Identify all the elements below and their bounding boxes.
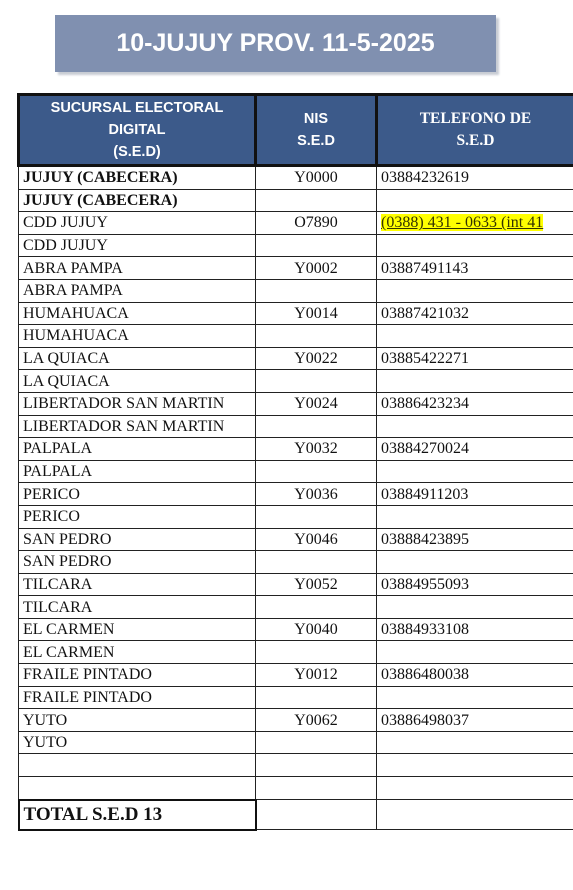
nis-cell: Y0002 xyxy=(256,257,377,280)
nis-cell xyxy=(256,279,377,302)
table-row xyxy=(19,483,573,506)
sucursal-cell: HUMAHUACA xyxy=(19,302,256,325)
table-row xyxy=(19,438,573,461)
sucursal-cell: PALPALA xyxy=(19,438,256,461)
telefono-cell: 03886423234 xyxy=(377,392,573,415)
table-row xyxy=(19,189,573,212)
nis-cell xyxy=(256,505,377,528)
table-row xyxy=(19,641,573,664)
telefono-cell xyxy=(377,641,573,664)
table-row xyxy=(19,415,573,438)
telefono-cell: 03886480038 xyxy=(377,664,573,687)
table-header-row xyxy=(19,95,573,166)
nis-cell: Y0052 xyxy=(256,573,377,596)
nis-cell: Y0046 xyxy=(256,528,377,551)
telefono-cell xyxy=(377,370,573,393)
table-row xyxy=(19,505,573,528)
table-row-empty xyxy=(19,754,573,777)
table-row xyxy=(19,596,573,619)
telefono-cell xyxy=(377,212,573,235)
nis-cell: Y0022 xyxy=(256,347,377,370)
nis-cell: O7890 xyxy=(256,212,377,235)
table-row xyxy=(19,302,573,325)
table-row xyxy=(19,618,573,641)
total-label: TOTAL S.E.D 13 xyxy=(19,800,256,830)
table-row xyxy=(19,551,573,574)
nis-cell xyxy=(256,370,377,393)
nis-cell xyxy=(256,641,377,664)
nis-cell xyxy=(256,325,377,348)
table-row xyxy=(19,528,573,551)
nis-cell xyxy=(256,189,377,212)
table-row xyxy=(19,731,573,754)
telefono-cell xyxy=(377,686,573,709)
sucursal-cell: LIBERTADOR SAN MARTIN xyxy=(19,415,256,438)
sucursal-cell: TILCARA xyxy=(19,573,256,596)
sucursal-cell: PALPALA xyxy=(19,460,256,483)
nis-cell: Y0040 xyxy=(256,618,377,641)
sucursal-cell: SAN PEDRO xyxy=(19,551,256,574)
nis-cell xyxy=(256,234,377,257)
telefono-cell: 03887421032 xyxy=(377,302,573,325)
sucursal-cell: FRAILE PINTADO xyxy=(19,686,256,709)
telefono-cell xyxy=(377,325,573,348)
telefono-cell: 03884270024 xyxy=(377,438,573,461)
table-row xyxy=(19,686,573,709)
nis-cell: Y0000 xyxy=(256,166,377,190)
header-sucursal: SUCURSAL ELECTORAL DIGITAL (S.E.D) xyxy=(19,95,256,166)
nis-cell: Y0012 xyxy=(256,664,377,687)
sucursal-cell: LA QUIACA xyxy=(19,347,256,370)
telefono-cell xyxy=(377,234,573,257)
telefono-cell: 03884232619 xyxy=(377,166,573,190)
table-row xyxy=(19,370,573,393)
sed-table xyxy=(17,93,573,831)
nis-cell: Y0032 xyxy=(256,438,377,461)
table-row xyxy=(19,212,573,235)
sucursal-cell: CDD JUJUY xyxy=(19,212,256,235)
nis-cell xyxy=(256,551,377,574)
table-row xyxy=(19,347,573,370)
sucursal-cell: YUTO xyxy=(19,731,256,754)
sucursal-cell: CDD JUJUY xyxy=(19,234,256,257)
sucursal-cell: ABRA PAMPA xyxy=(19,279,256,302)
telefono-cell: 03884933108 xyxy=(377,618,573,641)
sucursal-cell: PERICO xyxy=(19,505,256,528)
nis-cell: Y0024 xyxy=(256,392,377,415)
telefono-cell xyxy=(377,505,573,528)
telefono-cell xyxy=(377,460,573,483)
telefono-cell: 03886498037 xyxy=(377,709,573,732)
table-row xyxy=(19,325,573,348)
sucursal-cell: JUJUY (CABECERA) xyxy=(19,166,256,190)
total-row xyxy=(19,800,573,830)
sucursal-cell: HUMAHUACA xyxy=(19,325,256,348)
table-row xyxy=(19,664,573,687)
telefono-cell xyxy=(377,415,573,438)
table-row xyxy=(19,573,573,596)
sucursal-cell: YUTO xyxy=(19,709,256,732)
nis-cell xyxy=(256,596,377,619)
sucursal-cell: EL CARMEN xyxy=(19,618,256,641)
table-row-empty xyxy=(19,777,573,800)
nis-cell: Y0036 xyxy=(256,483,377,506)
telefono-cell: 03885422271 xyxy=(377,347,573,370)
nis-cell: Y0062 xyxy=(256,709,377,732)
table-row xyxy=(19,709,573,732)
sucursal-cell: JUJUY (CABECERA) xyxy=(19,189,256,212)
nis-cell: Y0014 xyxy=(256,302,377,325)
sucursal-cell: PERICO xyxy=(19,483,256,506)
nis-cell xyxy=(256,415,377,438)
sucursal-cell: ABRA PAMPA xyxy=(19,257,256,280)
sucursal-cell: LIBERTADOR SAN MARTIN xyxy=(19,392,256,415)
sucursal-cell: TILCARA xyxy=(19,596,256,619)
table-row xyxy=(19,257,573,280)
nis-cell xyxy=(256,460,377,483)
table-row xyxy=(19,460,573,483)
table-row xyxy=(19,234,573,257)
header-telefono: TELEFONO DE S.E.D xyxy=(377,95,573,166)
table-row xyxy=(19,392,573,415)
telefono-cell: 03884911203 xyxy=(377,483,573,506)
telefono-cell xyxy=(377,596,573,619)
telefono-cell xyxy=(377,731,573,754)
sucursal-cell: EL CARMEN xyxy=(19,641,256,664)
page-title: 10-JUJUY PROV. 11-5-2025 xyxy=(55,15,496,72)
telefono-cell xyxy=(377,551,573,574)
nis-cell xyxy=(256,731,377,754)
telefono-cell xyxy=(377,189,573,212)
highlighted-phone: (0388) 431 - 0633 (int 41 xyxy=(381,214,544,232)
telefono-cell: 03884955093 xyxy=(377,573,573,596)
telefono-cell: 03888423895 xyxy=(377,528,573,551)
sucursal-cell: FRAILE PINTADO xyxy=(19,664,256,687)
table-row xyxy=(19,166,573,190)
table-row xyxy=(19,279,573,302)
nis-cell xyxy=(256,686,377,709)
sucursal-cell: SAN PEDRO xyxy=(19,528,256,551)
header-nis: NIS S.E.D xyxy=(256,95,377,166)
telefono-cell: 03887491143 xyxy=(377,257,573,280)
sucursal-cell: LA QUIACA xyxy=(19,370,256,393)
telefono-cell xyxy=(377,279,573,302)
